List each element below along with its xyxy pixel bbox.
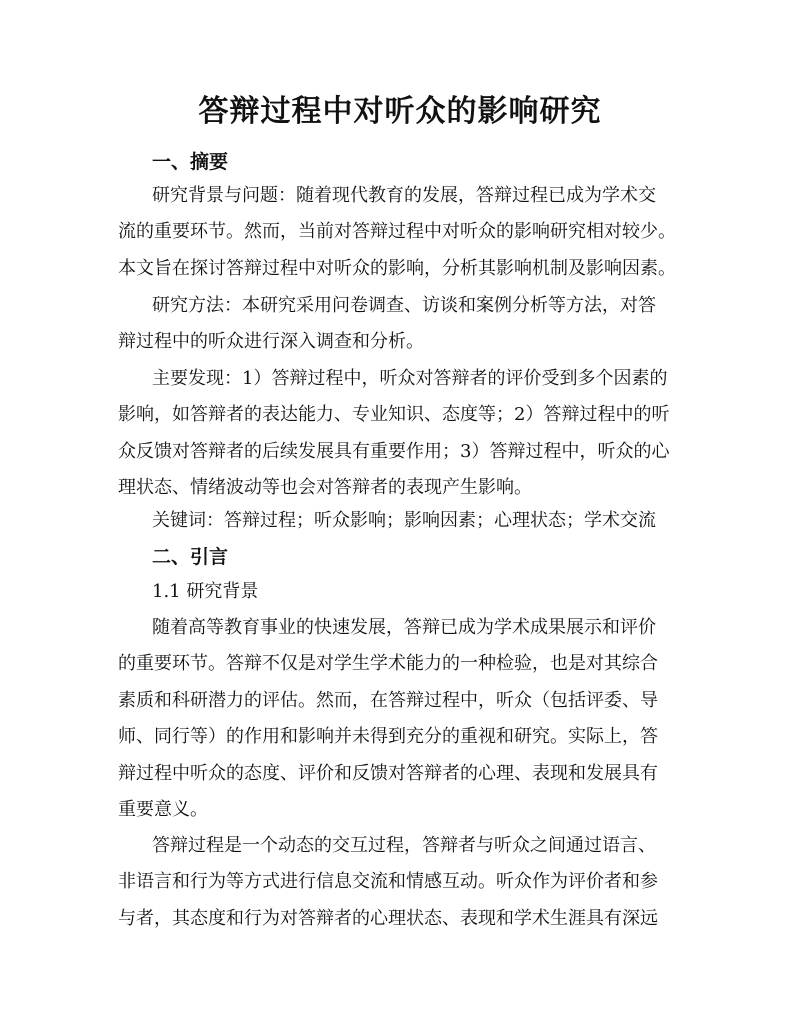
paragraph-line: 答辩过程是一个动态的交互过程，答辩者与听众之间通过语言、 (152, 835, 656, 856)
paragraph-line: 影响，如答辩者的表达能力、专业知识、态度等；2）答辩过程中的听 (118, 404, 670, 426)
subsection-heading: 1.1 研究背景 (152, 581, 259, 602)
abstract-findings-paragraph (118, 361, 678, 507)
background-paragraph (118, 610, 678, 828)
paragraph-line: 的重要环节。答辩不仅是对学生学术能力的一种检验，也是对其综合 (118, 653, 658, 675)
paragraph-line: 辩过程中听众的态度、评价和反馈对答辩者的心理、表现和发展具有 (118, 762, 658, 784)
introduction-heading: 二、引言 (152, 546, 229, 568)
keywords-line: 关键词：答辩过程；听众影响；影响因素；心理状态；学术交流 (152, 510, 656, 531)
abstract-heading: 一、摘要 (152, 151, 229, 173)
paragraph-line: 理状态、情绪波动等也会对答辩者的表现产生影响。 (118, 477, 532, 499)
paragraph-line: 辩过程中的听众进行深入调查和分析。 (118, 331, 424, 353)
paragraph-line: 与者，其态度和行为对答辩者的心理状态、表现和学术生涯具有深远 (118, 907, 658, 929)
paragraph-line: 主要发现：1）答辩过程中，听众对答辩者的评价受到多个因素的 (152, 368, 668, 389)
paragraph-line: 随着高等教育事业的快速发展，答辩已成为学术成果展示和评价 (152, 617, 656, 638)
paragraph-line: 师、同行等）的作用和影响并未得到充分的重视和研究。实际上，答 (118, 726, 658, 748)
paragraph-line: 本文旨在探讨答辩过程中对听众的影响，分析其影响机制及影响因素。 (118, 257, 676, 279)
abstract-background-paragraph (118, 178, 678, 287)
paragraph-line: 研究方法：本研究采用问卷调查、访谈和案例分析等方法，对答 (152, 295, 656, 316)
paragraph-line: 重要意义。 (118, 799, 208, 821)
abstract-method-paragraph (118, 288, 678, 361)
paragraph-line: 流的重要环节。然而，当前对答辩过程中对听众的影响研究相对较少。 (118, 221, 676, 243)
paragraph-line: 众反馈对答辩者的后续发展具有重要作用；3）答辩过程中，听众的心 (118, 440, 670, 462)
document-title: 答辩过程中对听众的影响研究 (198, 94, 602, 129)
paragraph-line: 非语言和行为等方式进行信息交流和情感互动。听众作为评价者和参 (118, 871, 658, 893)
paragraph-line: 素质和科研潜力的评估。然而，在答辩过程中，听众（包括评委、导 (118, 689, 658, 711)
paragraph-line: 研究背景与问题：随着现代教育的发展，答辩过程已成为学术交 (152, 185, 656, 206)
interaction-paragraph (118, 828, 678, 937)
